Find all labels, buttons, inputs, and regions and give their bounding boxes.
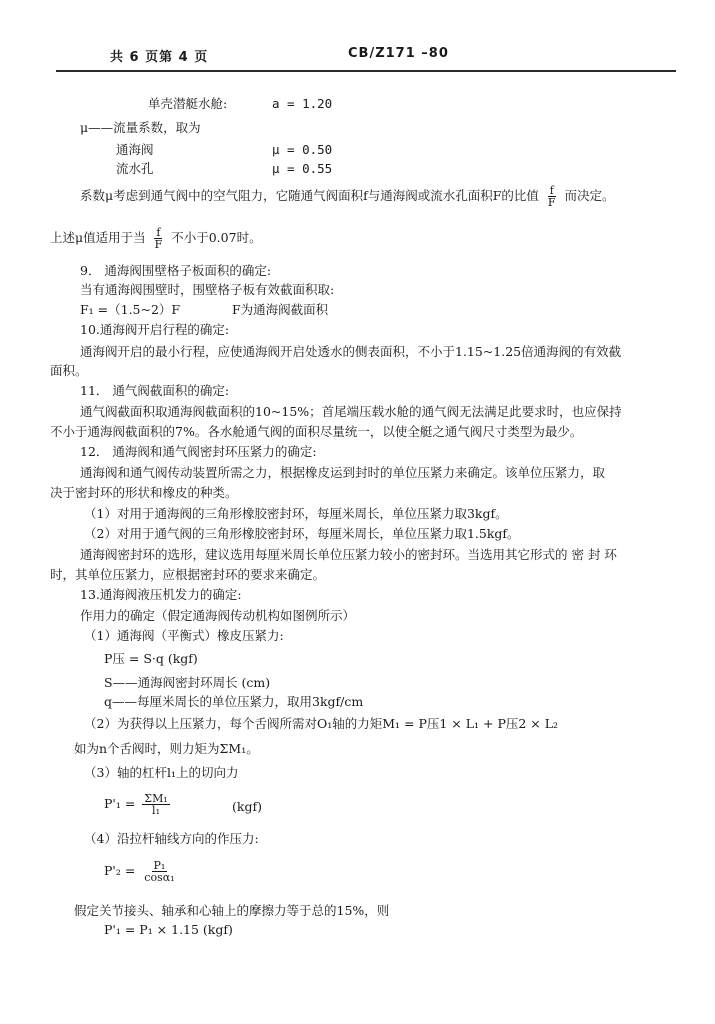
l6-line xyxy=(50,227,262,250)
l4-label: 流水孔 xyxy=(116,161,154,176)
section-11-title: 11． 通气阀截面积的确定: xyxy=(80,383,230,398)
f1-fraction xyxy=(142,793,169,816)
section-9-title: 9． 通海阀围壁格子板面积的确定: xyxy=(80,263,272,278)
frac-num-2: f xyxy=(156,226,161,239)
f1-unit: (kgf) xyxy=(232,799,262,814)
section-13-line2: （1）通海阀（平衡式）橡皮压紧力: xyxy=(84,628,284,643)
section-13-line3: P压 = S·q (kgf) xyxy=(104,651,198,666)
section-13-line11: P'₁ = P₁ × 1.15 (kgf) xyxy=(104,922,233,937)
section-10-title: 10.通海阀开启行程的确定: xyxy=(80,322,230,337)
section-10-line2: 面积。 xyxy=(50,363,88,378)
f1-num: ΣM₁ xyxy=(144,792,168,805)
l2: μ——流量系数，取为 xyxy=(80,120,201,135)
f-over-F-fraction-2 xyxy=(153,227,165,250)
l6-a: 上述μ值适用于当 xyxy=(50,230,146,245)
section-12-line2: 决于密封环的形状和橡皮的种类。 xyxy=(50,485,238,500)
section-12-line5: 通海阀密封环的选形，建议选用每厘米周长单位压紧力较小的密封环。当选用其它形式的 密 封 环 xyxy=(80,547,617,562)
doc-code: CB/Z171 –80 xyxy=(348,46,449,61)
section-13-title: 13.通海阀液压机发力的确定: xyxy=(80,587,242,602)
section-12-line1: 通海阀和通气阀传动装置所需之力，根据橡皮运到封时的单位压紧力来确定。该单位压紧力，取 xyxy=(80,465,606,480)
f2-num: P₁ xyxy=(153,859,166,872)
l3-value: μ = 0.50 xyxy=(272,142,333,157)
l6-b: 不小于0.07时。 xyxy=(171,230,262,245)
section-11-line2: 不小于通海阀截面积的7%。各水舱通气阀的面积尽量统一，以使全艇之通气阀尺寸类型为最少。 xyxy=(50,424,583,439)
section-13-line10: 假定关节接头、轴承和心轴上的摩擦力等于总的15%，则 xyxy=(74,903,390,918)
section-13-line6: （2）为获得以上压紧力，每个舌阀所需对O₁轴的力矩M₁ = P压1 × L₁ + P压2 × L₂ xyxy=(84,716,559,731)
section-10-line1: 通海阀开启的最小行程，应使通海阀开启处透水的侧表面积，不小于1.15~1.25倍通海阀的有效截 xyxy=(80,344,622,359)
section-13-line4: S——通海阀密封环周长 (cm) xyxy=(104,675,271,690)
section-9-line1: 当有通海阀围壁时，围壁格子板有效截面积取: xyxy=(80,282,335,297)
section-13-line9: （4）沿拉杆轴线方向的作压力: xyxy=(84,831,259,846)
f-over-F-fraction xyxy=(546,185,558,208)
l3-label: 通海阀 xyxy=(116,142,154,157)
f2-fraction xyxy=(142,860,176,883)
section-12-line3: （1）对用于通海阀的三角形橡胶密封环，每厘米周长，单位压紧力取3kgf。 xyxy=(84,506,508,521)
f1-den: l₁ xyxy=(152,804,160,817)
formula-tangential-force xyxy=(104,793,173,816)
frac-den-2: F xyxy=(154,238,163,251)
f2-lhs: P'₂ = xyxy=(104,863,136,878)
section-9-line2a: F₁ =（1.5~2）F xyxy=(80,302,181,317)
l4-value: μ = 0.55 xyxy=(272,161,333,176)
formula-rod-force xyxy=(104,860,180,883)
l5-line xyxy=(80,185,615,208)
f2-den: cosα₁ xyxy=(144,871,175,884)
l5-text: 系数μ考虑到通气阀中的空气阻力，它随通气阀面积f与通海阀或流水孔面积F的比值 xyxy=(80,188,539,203)
section-12-line6: 时，其单位压紧力，应根据密封环的要求来确定。 xyxy=(50,567,326,582)
section-13-line5: q——每厘米周长的单位压紧力，取用3kgf/cm xyxy=(104,694,364,709)
frac-num: f xyxy=(549,184,554,197)
section-13-line1: 作用力的确定（假定通海阀传动机构如图例所示） xyxy=(80,608,356,623)
section-13-line8: （3）轴的杠杆l₁上的切向力 xyxy=(84,765,239,780)
section-11-line1: 通气阀截面积取通海阀截面积的10~15%；首尾端压载水舱的通气阀无法满足此要求时，也应保持 xyxy=(80,404,622,419)
header-rule xyxy=(56,70,676,72)
page-info: 共 6 页第 4 页 xyxy=(110,50,209,65)
section-12-title: 12． 通海阀和通气阀密封环压紧力的确定: xyxy=(80,444,317,459)
section-9-line2b: F为通海阀截面积 xyxy=(232,302,329,317)
frac-den: F xyxy=(547,196,556,209)
l1-value: a = 1.20 xyxy=(272,96,333,111)
l1-label: 单壳潜艇水舱: xyxy=(148,96,228,111)
l5-end: 而决定。 xyxy=(564,188,615,203)
f1-lhs: P'₁ = xyxy=(104,796,136,811)
section-12-line4: （2）对用于通气阀的三角形橡胶密封环，每厘米周长，单位压紧力取1.5kgf。 xyxy=(84,526,520,541)
section-13-line7: 如为n个舌阀时，则力矩为ΣM₁。 xyxy=(74,741,259,756)
